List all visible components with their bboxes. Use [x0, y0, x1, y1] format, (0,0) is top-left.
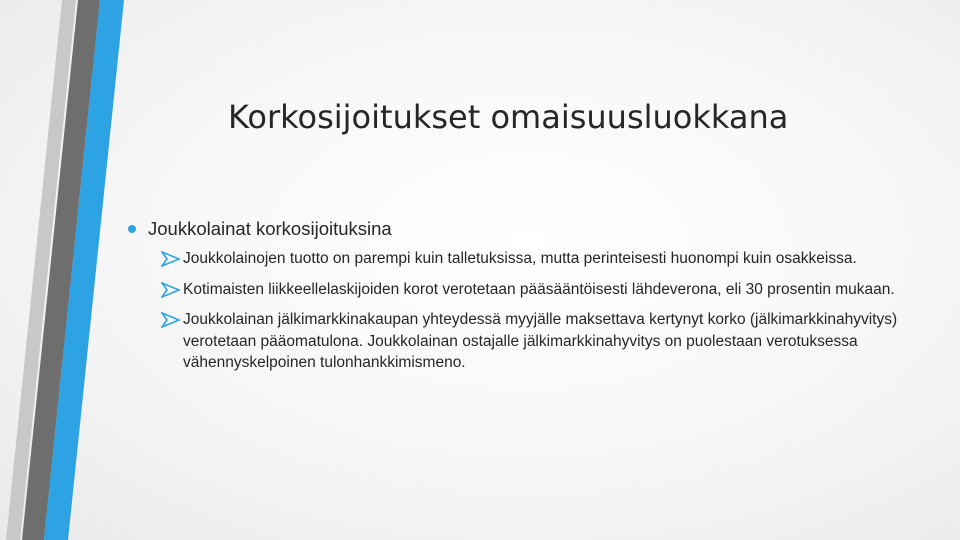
- sub-bullet-item: [128, 279, 908, 301]
- bullet-item: [128, 216, 908, 242]
- slide-content: [128, 216, 908, 383]
- bullet-text: Joukkolainat korkosijoituksina: [148, 218, 392, 239]
- decorative-stripes: [0, 0, 140, 540]
- arrow-bullet-icon: [161, 282, 181, 298]
- slide-title: Korkosijoitukset omaisuusluokkana: [228, 98, 789, 136]
- sub-bullet-text: Joukkolainan jälkimarkkinakaupan yhteydessä myyjälle maksettava kertynyt korko (jälkimarkkinahyvitys) verotetaan pääomatulona. Joukkolainan ostajalle jälkimarkkinahyvitys on puolestaan verotuksessa vähennyskelpoinen tulonhankkimismeno.: [183, 311, 898, 371]
- blue-dot-icon: [128, 225, 136, 233]
- arrow-bullet-icon: [161, 312, 181, 328]
- sub-bullet-text: Kotimaisten liikkeellelaskijoiden korot verotetaan pääsääntöisesti lähdeverona, eli 30 prosentin mukaan.: [183, 280, 895, 298]
- arrow-bullet-icon: [161, 251, 181, 267]
- sub-bullet-item: [128, 309, 908, 374]
- sub-bullet-text: Joukkolainojen tuotto on parempi kuin talletuksissa, mutta perinteisesti huonompi kuin osakkeissa.: [183, 250, 857, 267]
- sub-bullet-item: [128, 248, 908, 270]
